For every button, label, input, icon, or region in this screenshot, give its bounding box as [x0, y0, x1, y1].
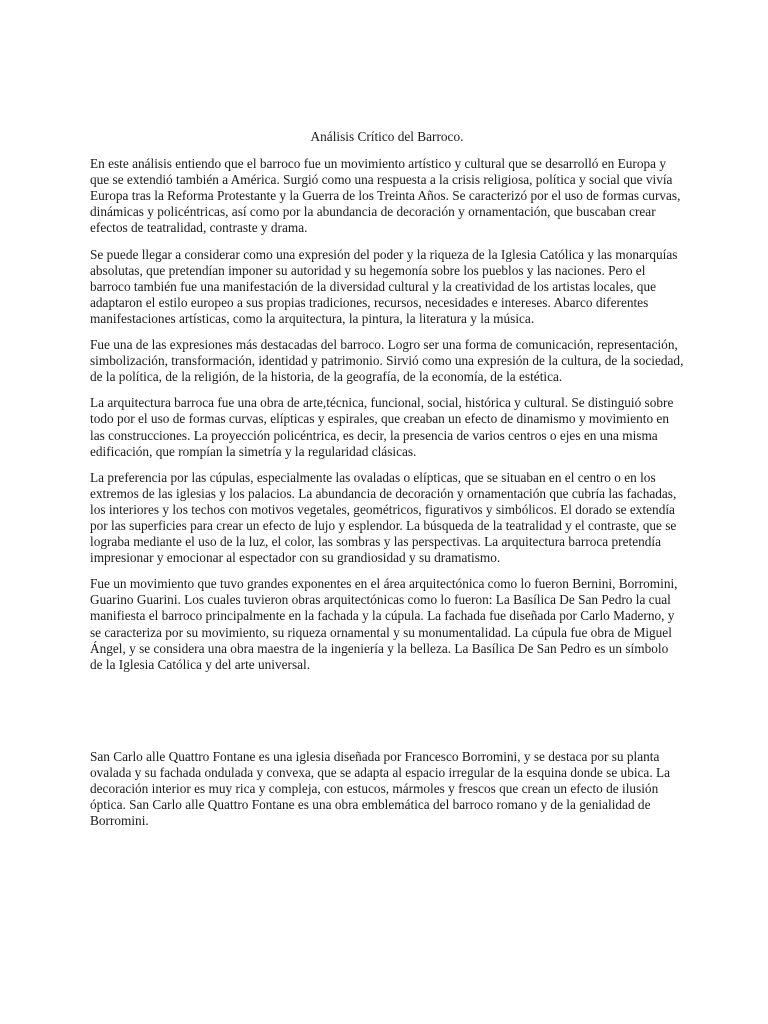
paragraph-1: En este análisis entiendo que el barroco fue un movimiento artístico y cultural que se desarrolló en Europa y que se extendió también a América. Surgió como una respuesta a la crisis religiosa, política y social que vivía Europa tras la Reforma Protestante y la Guerra de los Treinta Años. Se caracterizó por el uso de formas curvas, dinámicas y policéntricas, así como por la abundancia de decoración y ornamentación, que buscaban crear efectos de teatralidad, contraste y drama.: [90, 156, 681, 236]
blank-space: [90, 683, 684, 749]
paragraph-6: Fue un movimiento que tuvo grandes exponentes en el área arquitectónica como lo fueron Bernini, Borromini, Guarino Guarini. Los cuales tuvieron obras arquitectónicas como lo fueron: La Basílica De San Pedro la cual manifiesta el barroco principalmente en la fachada y la cúpula. La fachada fue diseñada por Carlo Maderno, y se caracteriza por su movimiento, su riqueza ornamental y su monumentalidad. La cúpula fue obra de Miguel Ángel, y se considera una obra maestra de la ingeniería y la belleza. La Basílica De San Pedro es un símbolo de la Iglesia Católica y del arte universal.: [90, 576, 678, 672]
paragraph-2: Se puede llegar a considerar como una expresión del poder y la riqueza de la Iglesia Católica y las monarquías absolutas, que pretendían imponer su autoridad y su hegemonía sobre los pueblos y las naciones. Pero el barroco también fue una manifestación de la diversidad cultural y la creatividad de los artistas locales, que adaptaron el estilo europeo a sus propias tradiciones, recursos, necesidades e intereses. Abarco diferentes manifestaciones artísticas, como la arquitectura, la pintura, la literatura y la música.: [90, 246, 678, 326]
document-body: [90, 129, 684, 839]
paragraph-5: La preferencia por las cúpulas, especialmente las ovaladas o elípticas, que se situaban en el centro o en los extremos de las iglesias y los palacios. La abundancia de decoración y ornamentación que cubría las fachadas, los interiores y los techos con motivos vegetales, geométricos, figurativos y simbólicos. El dorado se extendía por las superficies para crear un efecto de lujo y esplendor. La búsqueda de la teatralidad y el contraste, que se lograba mediante el uso de la luz, el color, las sombras y las perspectivas. La arquitectura barroca pretendía impresionar y emocionar al espectador con su grandiosidad y su dramatismo.: [90, 469, 677, 566]
paragraph-7: San Carlo alle Quattro Fontane es una iglesia diseñada por Francesco Borromini, y se destaca por su planta ovalada y su fachada ondulada y convexa, que se adapta al espacio irregular de la esquina donde se ubica. La decoración interior es muy rica y compleja, con estucos, mármoles y frescos que crean un efecto de ilusión óptica. San Carlo alle Quattro Fontane es una obra emblemática del barroco romano y de la genialidad de Borromini.: [90, 748, 671, 829]
document-title: Análisis Crítico del Barroco.: [310, 129, 464, 144]
paragraph-3: Fue una de las expresiones más destacadas del barroco. Logro ser una forma de comunicación, representación, simbolización, transformación, identidad y patrimonio. Sirvió como una expresión de la cultura, de la sociedad, de la política, de la religión, de la historia, de la geografía, de la economía, de la estética.: [90, 337, 684, 385]
paragraph-4: La arquitectura barroca fue una obra de arte,técnica, funcional, social, histórica y cultural. Se distinguió sobre todo por el uso de formas curvas, elípticas y espirales, que creaban un efecto de dinamismo y movimiento en las construcciones. La proyección policéntrica, es decir, la presencia de varios centros o ejes en una misma edificación, que rompían la simetría y la regularidad clásicas.: [90, 395, 674, 459]
